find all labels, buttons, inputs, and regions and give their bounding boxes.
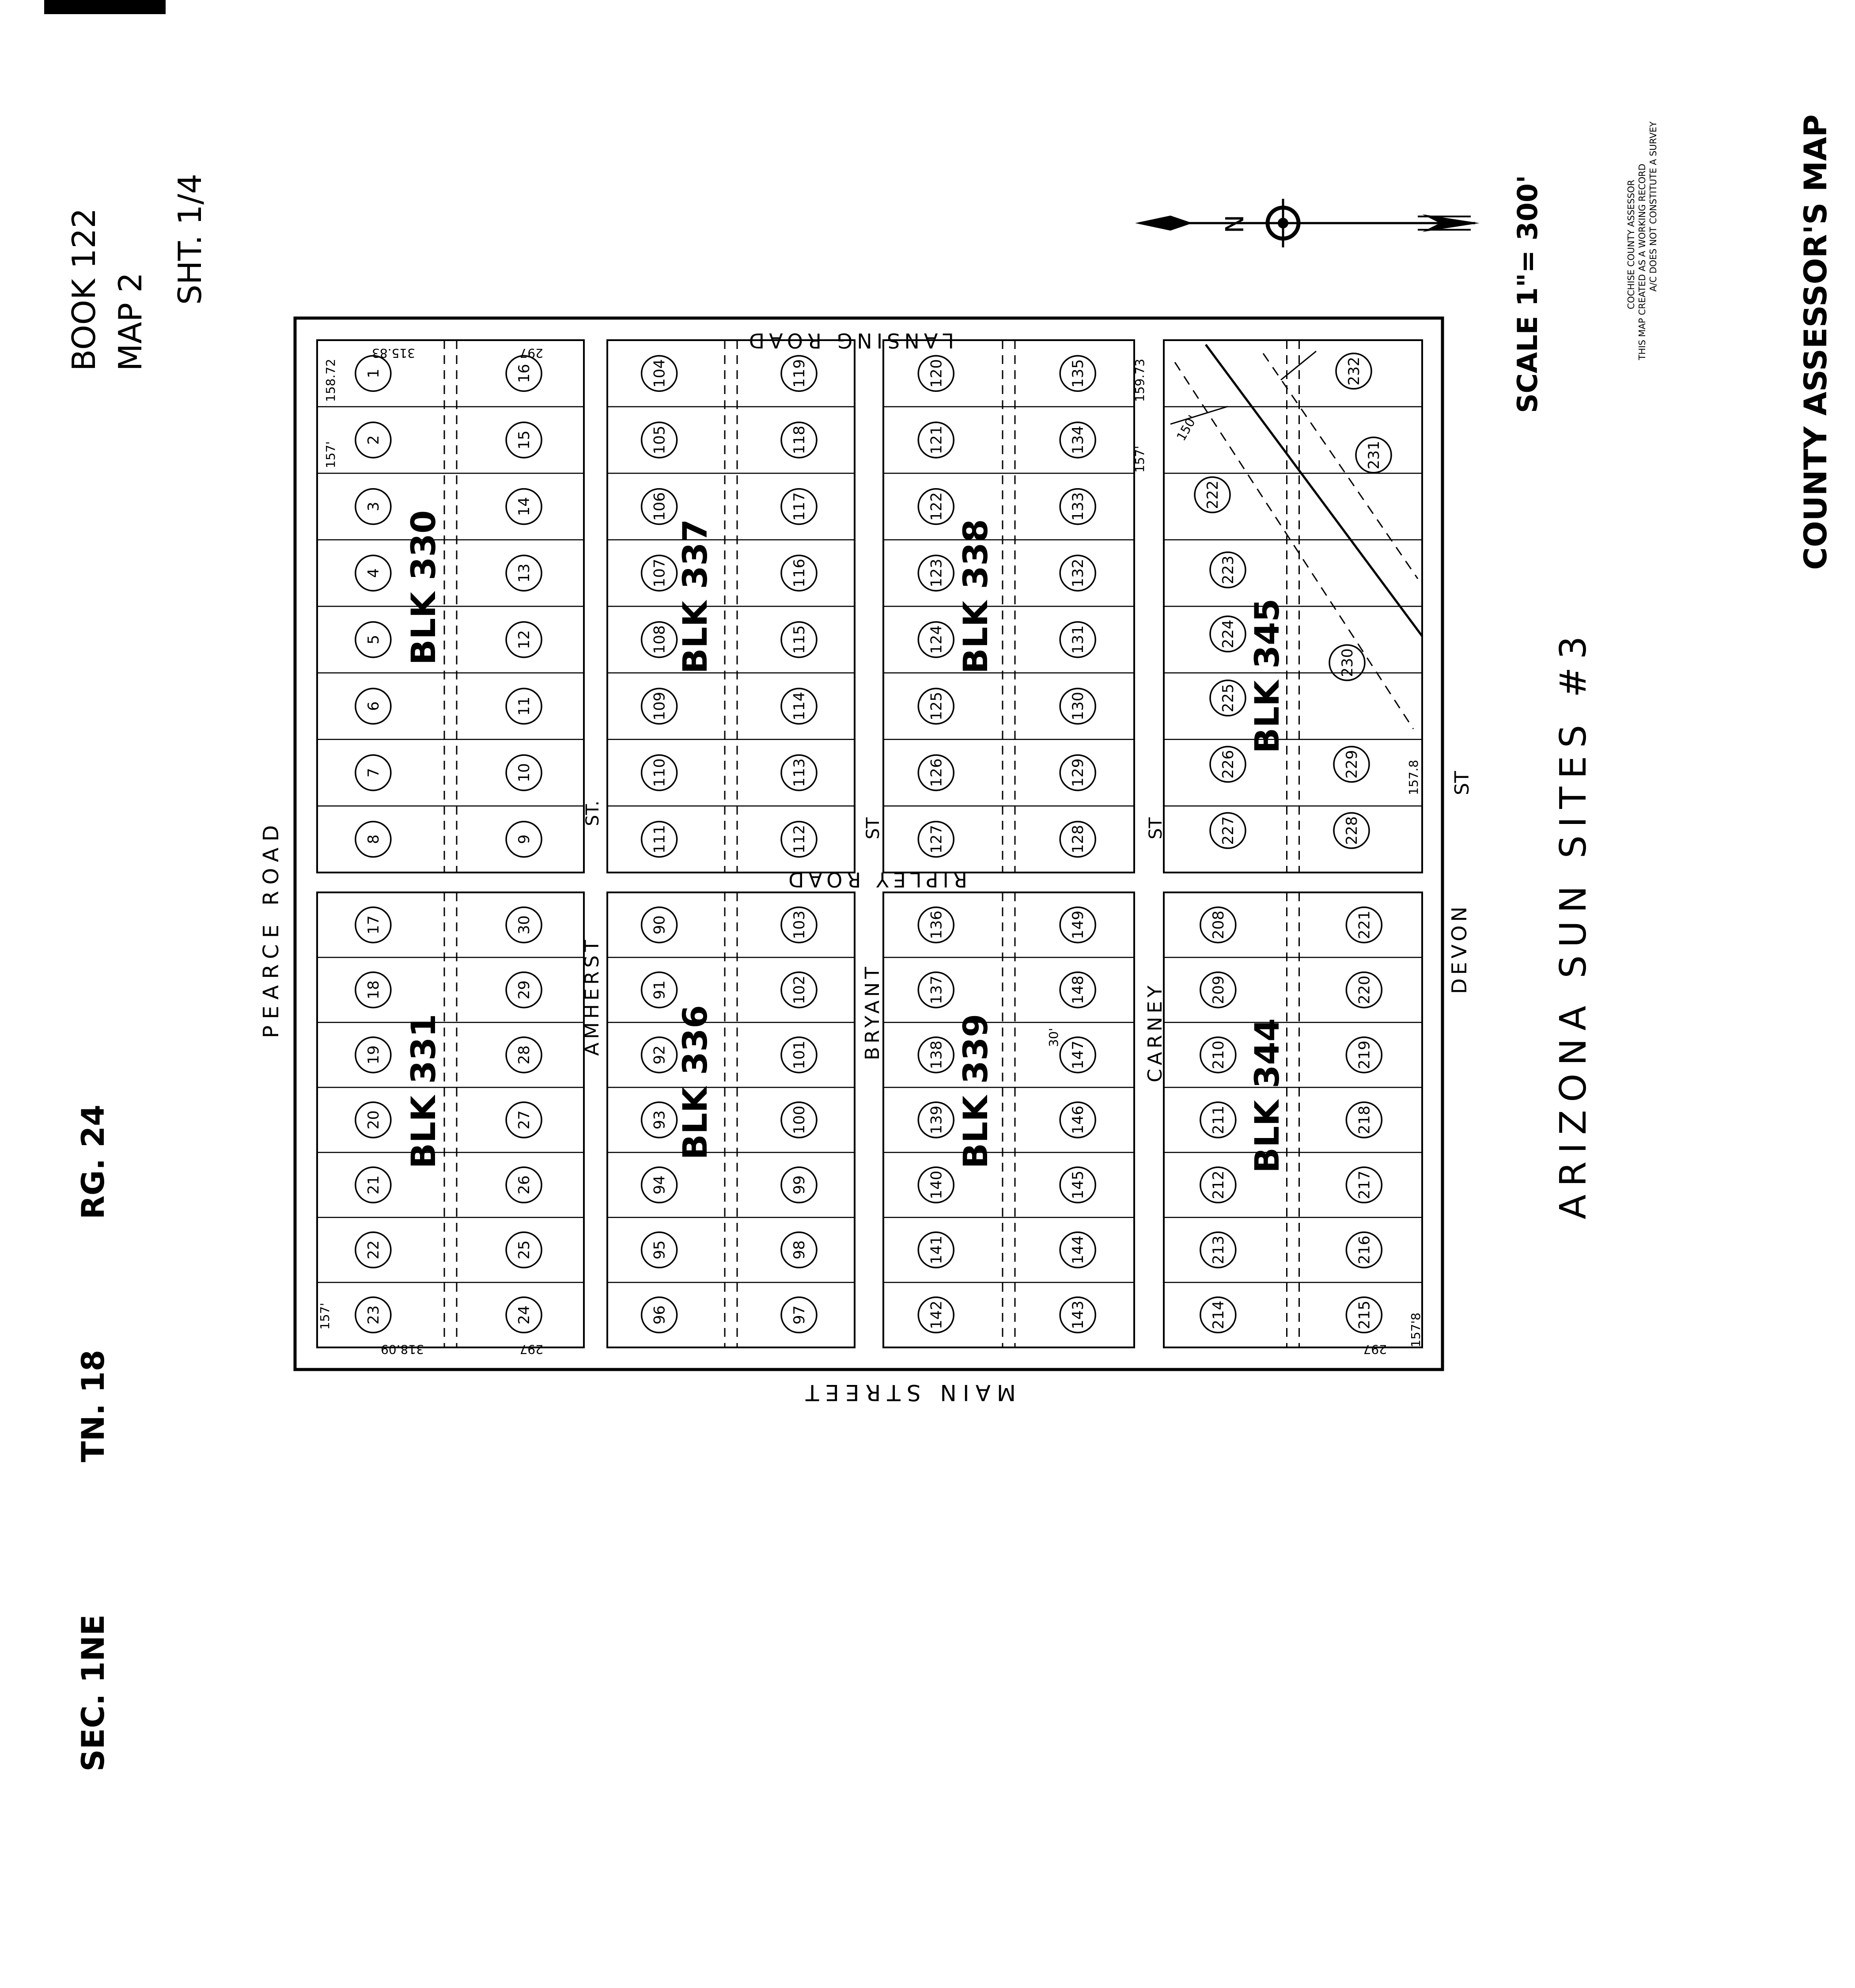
lot-marker (356, 356, 391, 391)
lot-marker (1060, 489, 1095, 524)
township-label: TN. 18 (75, 1350, 111, 1462)
dimension-label: 30' (1046, 1028, 1061, 1047)
lot-number: 142 (928, 1300, 946, 1329)
lot-number: 139 (928, 1105, 946, 1134)
block-label: BLK 330 (404, 510, 443, 665)
lot-marker (1346, 907, 1382, 943)
lot-marker (1346, 1232, 1382, 1267)
lot-marker (506, 1232, 541, 1267)
lot-number: 125 (928, 691, 946, 721)
block-3 (883, 340, 1134, 873)
block-5 (317, 892, 584, 1347)
lot-marker (1060, 822, 1095, 857)
lot-number: 93 (651, 1110, 669, 1130)
lot-number: 24 (515, 1305, 534, 1325)
lot-number: 11 (515, 696, 534, 716)
dimension-label: 158.72 (323, 359, 338, 402)
lot-marker (356, 1297, 391, 1332)
lot-marker (918, 1297, 954, 1332)
lot-number: 221 (1355, 911, 1374, 940)
dimension-label: 157' (1132, 445, 1147, 473)
lot-marker (356, 489, 391, 524)
lot-number: 137 (928, 975, 946, 1005)
lot-number: 229 (1343, 750, 1361, 779)
lot-number: 22 (364, 1240, 382, 1260)
lot-number: 143 (1069, 1300, 1087, 1329)
lot-marker (1329, 645, 1365, 680)
lot-number: 95 (651, 1240, 669, 1260)
block-outline (317, 892, 584, 1347)
lot-marker (1200, 1102, 1236, 1138)
dimension-label: 150' (1174, 413, 1200, 444)
lot-marker (506, 1167, 541, 1203)
lot-number: 212 (1209, 1170, 1227, 1199)
lot-marker (918, 755, 954, 790)
lot-marker (356, 688, 391, 724)
dimension-label: 297 (519, 346, 543, 360)
lot-marker (918, 489, 954, 524)
lot-marker (1060, 1232, 1095, 1267)
lot-number: 92 (651, 1045, 669, 1065)
lot-number: 228 (1343, 816, 1361, 845)
lot-number: 103 (791, 911, 808, 940)
lot-number: 213 (1209, 1235, 1227, 1264)
lot-number: 20 (364, 1110, 382, 1130)
lot-marker (356, 555, 391, 591)
lot-number: 25 (515, 1240, 534, 1260)
lot-number: 149 (1069, 911, 1087, 940)
lot-number: 94 (651, 1175, 669, 1195)
lot-marker (1336, 353, 1371, 389)
lot-number: 144 (1069, 1235, 1087, 1264)
lot-marker (506, 356, 541, 391)
lot-number: 214 (1209, 1300, 1227, 1329)
lot-number: 216 (1355, 1235, 1374, 1264)
lot-marker (1195, 477, 1230, 512)
carney-street-label: CARNEY (1144, 982, 1166, 1082)
lot-marker (918, 1232, 954, 1267)
lot-number: 138 (928, 1040, 946, 1070)
lot-number: 110 (651, 758, 669, 787)
lot-marker (642, 755, 677, 790)
lot-marker (1200, 907, 1236, 943)
lot-marker (506, 1102, 541, 1138)
lot-number: 114 (791, 691, 808, 721)
lot-number: 26 (515, 1175, 534, 1195)
lot-number: 112 (791, 825, 808, 854)
lot-marker (918, 422, 954, 458)
ripley-road-label: RIPLEY ROAD (784, 868, 967, 892)
lot-number: 119 (791, 359, 808, 388)
lot-number: 90 (651, 915, 669, 935)
lot-number: 121 (928, 425, 946, 455)
lot-marker (642, 1297, 677, 1332)
dimension-label: 157' (323, 441, 338, 468)
block-4 (1164, 340, 1422, 873)
disclaimer-line-3: A/C DOES NOT CONSTITUTE A SURVEY (1648, 121, 1658, 292)
dimension-label: 159.73 (1132, 359, 1147, 402)
devon-street-label: DEVON (1447, 903, 1471, 994)
lot-number: 15 (515, 430, 534, 450)
lot-marker (642, 688, 677, 724)
lot-number: 10 (515, 763, 534, 782)
lot-marker (642, 422, 677, 458)
lot-marker (1334, 747, 1369, 782)
lot-marker (642, 555, 677, 591)
lot-marker (1356, 437, 1391, 473)
lot-marker (918, 688, 954, 724)
lot-marker (781, 555, 817, 591)
lot-number: 140 (928, 1170, 946, 1199)
lot-marker (642, 622, 677, 657)
lot-marker (781, 622, 817, 657)
block-label: BLK 339 (956, 1013, 995, 1169)
lot-marker (918, 907, 954, 943)
lot-marker (356, 622, 391, 657)
lot-marker (781, 907, 817, 943)
block-label: BLK 338 (956, 519, 995, 674)
lot-number: 107 (651, 558, 669, 588)
lot-number: 6 (364, 701, 382, 711)
st-label-a: ST. (583, 801, 603, 826)
lot-number: 29 (515, 980, 534, 1000)
lot-number: 122 (928, 492, 946, 521)
county-map-label: COUNTY ASSESSOR'S MAP (1798, 114, 1834, 570)
map-label: MAP 2 (112, 272, 149, 371)
lot-number: 224 (1219, 619, 1237, 649)
lot-number: 14 (515, 497, 534, 516)
lot-number: 98 (791, 1240, 808, 1260)
lot-marker (642, 1232, 677, 1267)
lot-marker (642, 1102, 677, 1138)
lot-marker (1060, 972, 1095, 1008)
lot-marker (642, 822, 677, 857)
lot-marker (918, 356, 954, 391)
lot-number: 222 (1204, 480, 1222, 509)
lot-number: 225 (1219, 683, 1237, 713)
lot-marker (918, 622, 954, 657)
lot-number: 9 (515, 834, 534, 844)
lot-number: 126 (928, 758, 946, 787)
bryant-street-label: BRYANT (861, 963, 884, 1060)
lot-number: 127 (928, 825, 946, 854)
lot-marker (781, 688, 817, 724)
lot-number: 132 (1069, 558, 1087, 588)
lot-number: 101 (791, 1040, 808, 1070)
lot-number: 217 (1355, 1170, 1374, 1199)
lot-marker (356, 972, 391, 1008)
lot-number: 19 (364, 1045, 382, 1065)
lot-marker (918, 972, 954, 1008)
block-label: BLK 337 (675, 519, 715, 674)
dimension-label: 157'8 (1408, 1313, 1423, 1347)
lot-marker (506, 907, 541, 943)
block-7 (883, 892, 1134, 1347)
lot-marker (1060, 1102, 1095, 1138)
lot-number: 136 (928, 911, 946, 940)
lot-number: 215 (1355, 1300, 1374, 1329)
lot-marker (1346, 1102, 1382, 1138)
lot-marker (1200, 1167, 1236, 1203)
lot-number: 134 (1069, 425, 1087, 455)
range-label: RG. 24 (75, 1104, 111, 1219)
lot-marker (356, 822, 391, 857)
lot-marker (1200, 1037, 1236, 1073)
block-label: BLK 331 (404, 1013, 443, 1169)
lot-marker (506, 555, 541, 591)
lot-marker (1060, 622, 1095, 657)
amherst-street-label: AMHERST (581, 936, 603, 1056)
lot-number: 147 (1069, 1040, 1087, 1070)
book-label: BOOK 122 (65, 208, 102, 371)
lot-number: 91 (651, 980, 669, 1000)
lot-marker (781, 755, 817, 790)
st-label-c: ST (1146, 817, 1166, 839)
lot-marker (506, 1297, 541, 1332)
block-outline (883, 892, 1134, 1347)
lot-marker (356, 1232, 391, 1267)
lot-number: 21 (364, 1175, 382, 1195)
lot-number: 124 (928, 625, 946, 654)
block-6 (607, 892, 855, 1347)
lot-marker (781, 1102, 817, 1138)
lot-marker (506, 422, 541, 458)
lot-number: 117 (791, 492, 808, 521)
lot-number: 23 (364, 1305, 382, 1325)
lot-marker (918, 1102, 954, 1138)
lot-number: 220 (1355, 975, 1374, 1005)
lot-marker (642, 1037, 677, 1073)
lot-marker (781, 972, 817, 1008)
lot-number: 7 (364, 768, 382, 778)
lot-number: 223 (1219, 555, 1237, 584)
lot-number: 28 (515, 1045, 534, 1065)
lot-number: 116 (791, 558, 808, 588)
disclaimer-line-2: THIS MAP CREATED AS A WORKING RECORD (1637, 163, 1647, 360)
lot-number: 145 (1069, 1170, 1087, 1199)
lot-marker (356, 907, 391, 943)
lot-marker (918, 555, 954, 591)
lot-number: 135 (1069, 359, 1087, 388)
lot-marker (356, 1102, 391, 1138)
lot-marker (918, 822, 954, 857)
lot-number: 1 (364, 368, 382, 379)
lot-number: 208 (1209, 911, 1227, 940)
lot-marker (642, 489, 677, 524)
north-arrow-icon (1135, 199, 1480, 247)
lot-marker (1210, 813, 1246, 848)
block-outline (1164, 892, 1422, 1347)
lot-marker (642, 972, 677, 1008)
lot-number: 115 (791, 625, 808, 654)
sheet-label: SHT. 1/4 (171, 174, 208, 305)
block-outline (607, 892, 855, 1347)
lot-marker (1060, 1297, 1095, 1332)
lot-marker (1200, 972, 1236, 1008)
lot-number: 106 (651, 492, 669, 521)
lot-marker (1334, 813, 1369, 848)
lot-marker (642, 907, 677, 943)
lot-marker (1060, 755, 1095, 790)
lot-marker (1346, 1297, 1382, 1332)
lot-marker (506, 622, 541, 657)
lot-marker (781, 1232, 817, 1267)
block-label: BLK 345 (1247, 598, 1287, 754)
lot-number: 12 (515, 630, 534, 649)
lot-number: 13 (515, 563, 534, 583)
lot-marker (642, 1167, 677, 1203)
lot-marker (1210, 552, 1246, 588)
block-label: BLK 336 (675, 1005, 715, 1160)
lot-marker (781, 1037, 817, 1073)
lot-number: 8 (364, 834, 382, 844)
dimension-label: 315.83 (372, 346, 415, 360)
diagonal-easement (1170, 345, 1422, 729)
lot-marker (356, 1037, 391, 1073)
scan-mark (44, 0, 166, 14)
lot-number: 219 (1355, 1040, 1374, 1070)
lot-number: 231 (1365, 440, 1383, 470)
lot-marker (1060, 907, 1095, 943)
dimension-label: 297 (519, 1342, 543, 1357)
dimension-label: 157.8 (1406, 759, 1421, 795)
lot-number: 133 (1069, 492, 1087, 521)
lot-marker (1346, 972, 1382, 1008)
dimension-label: 318.09 (381, 1342, 424, 1357)
lot-number: 104 (651, 359, 669, 388)
lot-number: 146 (1069, 1105, 1087, 1134)
dimension-label: 157' (318, 1302, 332, 1330)
lot-number: 96 (651, 1305, 669, 1325)
lot-marker (356, 755, 391, 790)
lot-number: 130 (1069, 691, 1087, 721)
lot-number: 211 (1209, 1105, 1227, 1134)
lot-number: 210 (1209, 1040, 1227, 1070)
lot-number: 120 (928, 359, 946, 388)
lansing-road-label: LANSING ROAD (744, 329, 954, 353)
lot-marker (918, 1037, 954, 1073)
lot-marker (781, 1297, 817, 1332)
lot-number: 227 (1219, 816, 1237, 845)
lot-number: 2 (364, 435, 382, 445)
block-label: BLK 344 (1247, 1018, 1287, 1173)
lot-number: 4 (364, 568, 382, 578)
lot-number: 232 (1345, 357, 1363, 386)
lot-marker (781, 822, 817, 857)
lot-marker (506, 822, 541, 857)
lot-marker (1346, 1167, 1382, 1203)
lot-number: 18 (364, 980, 382, 1000)
lot-number: 99 (791, 1175, 808, 1195)
lot-number: 27 (515, 1110, 534, 1130)
lot-number: 102 (791, 975, 808, 1005)
subdivision-boundary (295, 318, 1442, 1370)
lot-marker (1210, 680, 1246, 716)
subdivision-label: ARIZONA SUN SITES #3 (1552, 628, 1594, 1219)
north-label: N (1221, 215, 1249, 233)
lot-marker (1060, 688, 1095, 724)
lot-number: 3 (364, 501, 382, 512)
lot-marker (918, 1167, 954, 1203)
lot-number: 123 (928, 558, 946, 588)
lot-number: 131 (1069, 625, 1087, 654)
pearce-road-label: PEARCE ROAD (259, 819, 284, 1038)
lot-marker (1060, 356, 1095, 391)
lot-marker (1210, 747, 1246, 782)
lot-marker (1060, 555, 1095, 591)
lot-number: 226 (1219, 750, 1237, 779)
lot-marker (506, 489, 541, 524)
st-label-b: ST (863, 817, 883, 839)
lot-number: 97 (791, 1305, 808, 1325)
lot-number: 209 (1209, 975, 1227, 1005)
blocks-layer (317, 340, 1422, 1347)
lot-number: 109 (651, 691, 669, 721)
lot-number: 30 (515, 915, 534, 935)
lot-marker (506, 972, 541, 1008)
lot-number: 108 (651, 625, 669, 654)
lot-number: 218 (1355, 1105, 1374, 1134)
lot-marker (781, 422, 817, 458)
lot-marker (356, 1167, 391, 1203)
lot-number: 100 (791, 1105, 808, 1134)
lot-number: 17 (364, 915, 382, 935)
block-2 (607, 340, 855, 873)
dimension-annotations (318, 346, 1423, 1357)
lot-marker (506, 1037, 541, 1073)
lot-number: 128 (1069, 825, 1087, 854)
lot-number: 5 (364, 634, 382, 645)
st-label-d: ST (1451, 771, 1473, 795)
lot-marker (506, 688, 541, 724)
main-street-label: MAIN STREET (799, 1380, 1016, 1405)
lot-number: 113 (791, 758, 808, 787)
lot-marker (781, 1167, 817, 1203)
scale-label: SCALE 1"= 300' (1511, 175, 1544, 413)
lot-marker (1060, 1167, 1095, 1203)
lot-marker (1060, 1037, 1095, 1073)
lot-marker (781, 489, 817, 524)
lot-marker (356, 422, 391, 458)
lot-marker (1200, 1297, 1236, 1332)
lot-number: 129 (1069, 758, 1087, 787)
dimension-label: 297 (1363, 1342, 1387, 1357)
lot-marker (506, 755, 541, 790)
section-label: SEC. 1NE (75, 1614, 111, 1772)
lot-marker (1060, 422, 1095, 458)
lot-marker (1210, 616, 1246, 652)
lot-number: 230 (1339, 648, 1356, 677)
lot-number: 141 (928, 1235, 946, 1264)
lot-number: 111 (651, 825, 669, 854)
block-8 (1164, 892, 1422, 1347)
lot-number: 16 (515, 364, 534, 383)
lot-number: 118 (791, 425, 808, 455)
lot-marker (1346, 1037, 1382, 1073)
lot-number: 105 (651, 425, 669, 455)
disclaimer-line-1: COCHISE COUNTY ASSESSOR (1626, 179, 1636, 309)
lot-marker (781, 356, 817, 391)
lot-marker (1200, 1232, 1236, 1267)
lot-marker (642, 356, 677, 391)
lot-number: 148 (1069, 975, 1087, 1005)
block-1 (317, 340, 584, 873)
